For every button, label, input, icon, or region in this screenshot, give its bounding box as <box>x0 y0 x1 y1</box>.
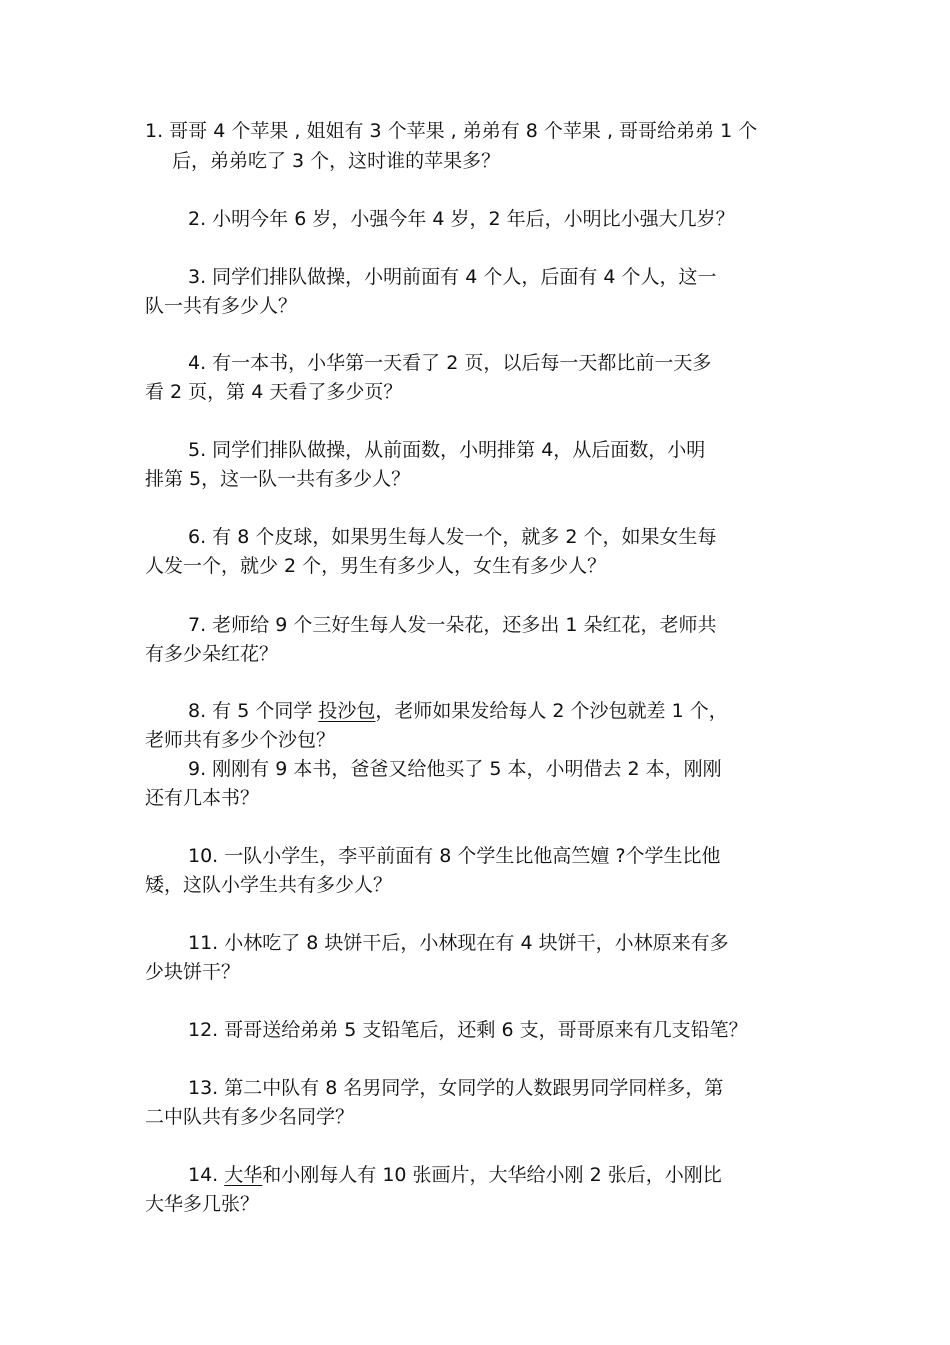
question-7-line-1: 7. 老师给 9 个三好生每人发一朵花，还多出 1 朵红花，老师共 <box>188 614 717 636</box>
question-14-underlined-term: 大华 <box>224 1164 263 1186</box>
question-9-line-2: 还有几本书？ <box>145 787 260 809</box>
question-12-line-1: 12. 哥哥送给弟弟 5 支铅笔后，还剩 6 支，哥哥原来有几支铅笔？ <box>188 1019 748 1041</box>
question-11-line-1: 11. 小林吃了 8 块饼干后，小林现在有 4 块饼干，小林原来有多 <box>188 932 729 954</box>
question-2-line-1: 2. 小明今年 6 岁，小强今年 4 岁，2 年后，小明比小强大几岁？ <box>188 208 735 230</box>
question-9-line-1: 9. 刚刚有 9 本书，爸爸又给他买了 5 本，小明借去 2 本，刚刚 <box>188 758 722 780</box>
question-8-text-before: 8. 有 5 个同学 <box>188 700 319 722</box>
question-13-line-1: 13. 第二中队有 8 名男同学，女同学的人数跟男同学同样多，第 <box>188 1077 724 1099</box>
question-4-line-1: 4. 有一本书，小华第一天看了 2 页，以后每一天都比前一天多 <box>188 352 712 374</box>
question-14-text-after: 和小刚每人有 10 张画片，大华给小刚 2 张后，小刚比 <box>262 1164 722 1186</box>
question-1-line-1: 1. 哥哥 4 个苹果 , 姐姐有 3 个苹果 , 弟弟有 8 个苹果 , 哥哥给弟弟 1 个 <box>145 120 758 142</box>
question-4-line-2: 看 2 页，第 4 天看了多少页？ <box>145 381 403 403</box>
question-10-line-1: 10. 一队小学生，李平前面有 8 个学生比他高竺嬗 ?个学生比他 <box>188 845 721 867</box>
question-10-line-2: 矮，这队小学生共有多少人？ <box>145 874 393 896</box>
question-5-line-2: 排第 5，这一队一共有多少人？ <box>145 468 411 490</box>
question-7-line-2: 有多少朵红花？ <box>145 643 279 665</box>
question-3-line-2: 队一共有多少人？ <box>145 295 298 317</box>
question-6-line-2: 人发一个，就少 2 个，男生有多少人，女生有多少人？ <box>145 555 607 577</box>
question-1-line-2: 后，弟弟吃了 3 个，这时谁的苹果多？ <box>172 150 501 172</box>
question-5-line-1: 5. 同学们排队做操，从前面数，小明排第 4，从后面数，小明 <box>188 439 706 461</box>
question-14-line-2: 大华多几张？ <box>145 1193 260 1215</box>
question-8-text-after: ，老师如果发给每人 2 个沙包就差 1 个， <box>375 700 728 722</box>
question-11-line-2: 少块饼干？ <box>145 961 241 983</box>
question-14-line-1 <box>188 1165 853 1185</box>
question-3-line-1: 3. 同学们排队做操，小明前面有 4 个人，后面有 4 个人，这一 <box>188 266 717 288</box>
question-8-underlined-term: 投沙包 <box>318 700 376 722</box>
question-6-line-1: 6. 有 8 个皮球，如果男生每人发一个，就多 2 个，如果女生每 <box>188 526 717 548</box>
question-8-line-1 <box>188 701 853 721</box>
question-13-line-2: 二中队共有多少名同学？ <box>145 1106 355 1128</box>
question-14-text-before: 14. <box>188 1164 225 1186</box>
question-8-line-2: 老师共有多少个沙包？ <box>145 729 336 751</box>
